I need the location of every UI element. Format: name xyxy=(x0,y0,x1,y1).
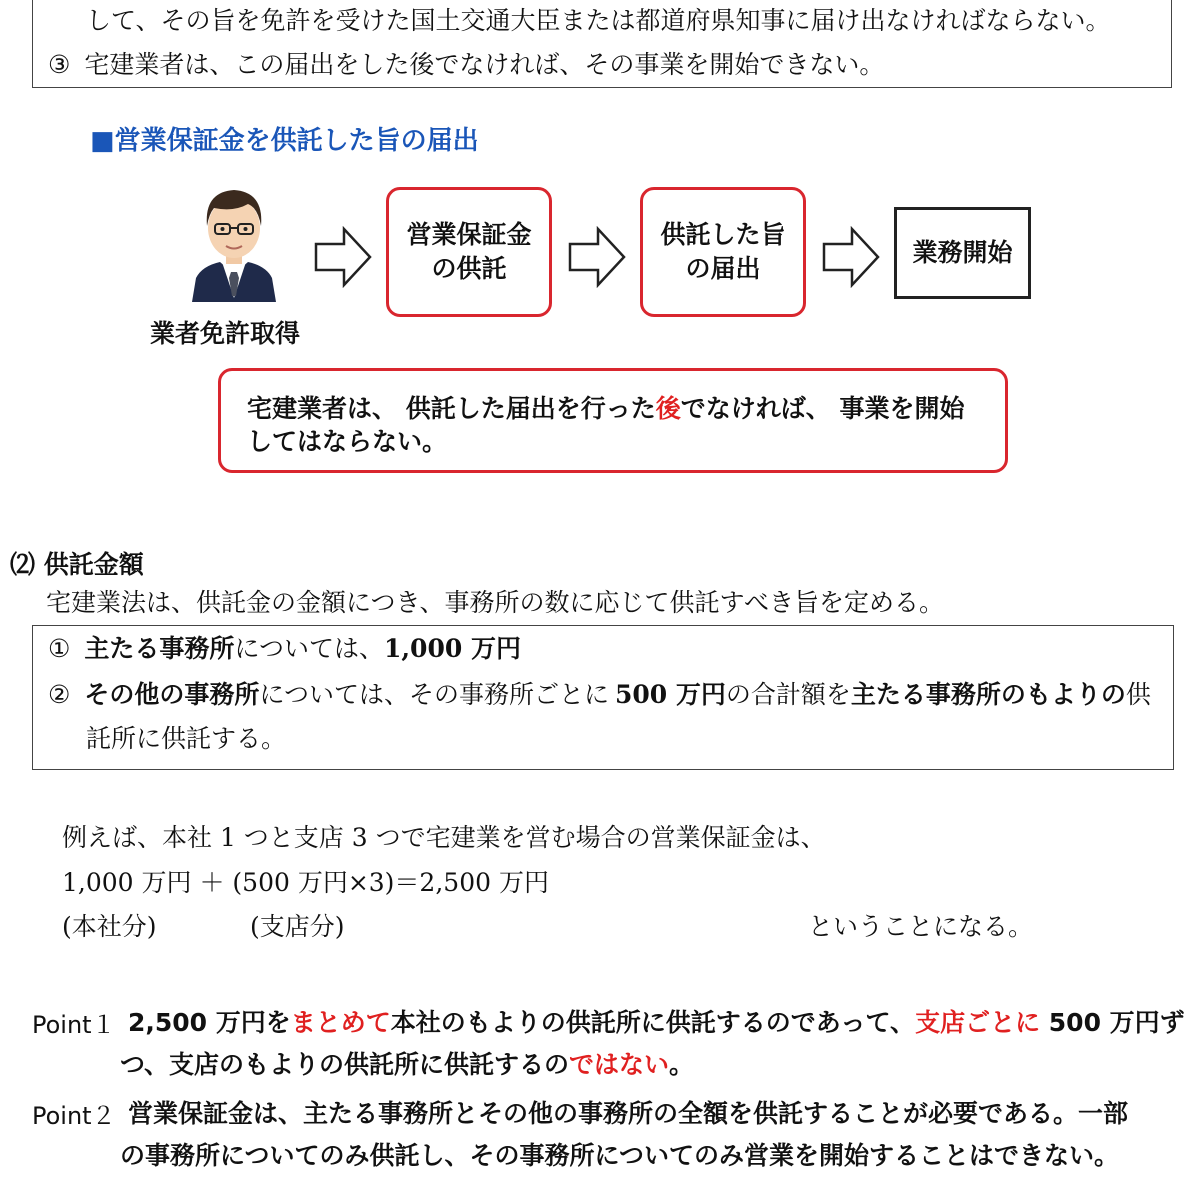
point2-label: Point２ xyxy=(32,1102,116,1130)
item-text: については、その事務所ごとに xyxy=(259,680,609,709)
example-calculation: 1,000 万円 ＋ (500 万円×3)＝2,500 万円 xyxy=(62,868,549,897)
top-box-item3 xyxy=(48,52,884,77)
point1-emphasis: まとめて xyxy=(290,1008,391,1037)
example-label-hq: (本社分) xyxy=(62,912,157,941)
item-text: 供 xyxy=(1125,680,1151,709)
note-emphasis: 後 xyxy=(655,394,681,423)
main-office-term: 主たる事務所 xyxy=(84,634,235,663)
point1-text: 500 万円ず xyxy=(1040,1008,1185,1037)
amount-item2-line2: 託所に供託する。 xyxy=(86,724,287,753)
top-box-line1: して、その旨を免許を受けた国土交通大臣または都道府県知事に届け出なければならない。 xyxy=(86,6,1111,35)
note-part2: でなければ、 事業を開始 xyxy=(680,394,965,423)
nearest-depository-term: 主たる事務所のもよりの xyxy=(850,680,1126,709)
note-part1: 宅建業者は、 供託した届出を行った xyxy=(247,394,656,423)
step-notification-line1: 供託した旨 xyxy=(660,220,786,250)
diagram-note-text xyxy=(247,392,964,458)
point1-text: 本社のもよりの供託所に供託するのであって、 xyxy=(390,1008,916,1037)
note-line2: してはならない。 xyxy=(247,427,448,456)
other-office-amount: 500 万円 xyxy=(614,680,726,709)
step-deposit-box xyxy=(386,187,552,317)
point1-text: 。 xyxy=(669,1050,695,1079)
example-label-branch: (支店分) xyxy=(250,912,345,941)
amount-item2 xyxy=(48,682,1151,707)
amount-item1 xyxy=(48,636,521,661)
businessman-icon xyxy=(186,178,282,302)
step-deposit-line2: の供託 xyxy=(431,254,507,283)
item-text: 宅建業者は、この届出をした後でなければ、その事業を開始できない。 xyxy=(84,50,885,79)
point2-line1: 営業保証金は、主たる事務所とその他の事務所の全額を供託することが必要である。一部 xyxy=(128,1099,1129,1128)
item-text: の合計額を xyxy=(725,680,851,709)
section-heading: ⑵ 供託金額 xyxy=(10,550,144,579)
item-marker: ③ xyxy=(48,50,71,79)
other-office-term: その他の事務所 xyxy=(84,680,260,709)
person-caption: 業者免許取得 xyxy=(150,319,301,348)
step-notification-box xyxy=(640,187,806,317)
item-marker: ① xyxy=(48,634,71,663)
point1-line2 xyxy=(120,1045,694,1081)
point1-emphasis: ではない xyxy=(569,1050,670,1079)
point2-line2: の事務所についてのみ供託し、その事務所についてのみ営業を開始することはできない。 xyxy=(120,1141,1120,1170)
main-office-amount: 1,000 万円 xyxy=(383,634,521,663)
section-intro: 宅建業法は、供託金の金額につき、事務所の数に応じて供託すべき旨を定める。 xyxy=(46,588,945,617)
step-start-business-box xyxy=(894,207,1031,299)
step-notification-line2: の届出 xyxy=(685,254,761,283)
diagram-title: ■営業保証金を供託した旨の届出 xyxy=(90,126,479,156)
step-deposit-line1: 営業保証金 xyxy=(406,220,532,250)
point1-label: Point１ xyxy=(32,1011,116,1039)
arrow-right-icon xyxy=(314,226,372,288)
example-intro: 例えば、本社 1 つと支店 3 つで宅建業を営む場合の営業保証金は、 xyxy=(62,823,826,852)
example-conclusion: ということになる。 xyxy=(808,912,1034,941)
point1-line1 xyxy=(128,1003,1185,1039)
point1-emphasis: 支店ごとに xyxy=(915,1008,1041,1037)
arrow-right-icon xyxy=(822,226,880,288)
arrow-right-icon xyxy=(568,226,626,288)
item-marker: ② xyxy=(48,680,71,709)
step-start-business-label: 業務開始 xyxy=(912,238,1013,268)
item-text: については、 xyxy=(234,634,384,663)
point1-text: つ、支店のもよりの供託所に供託するの xyxy=(120,1050,570,1079)
point1-text: 2,500 万円を xyxy=(128,1008,291,1037)
